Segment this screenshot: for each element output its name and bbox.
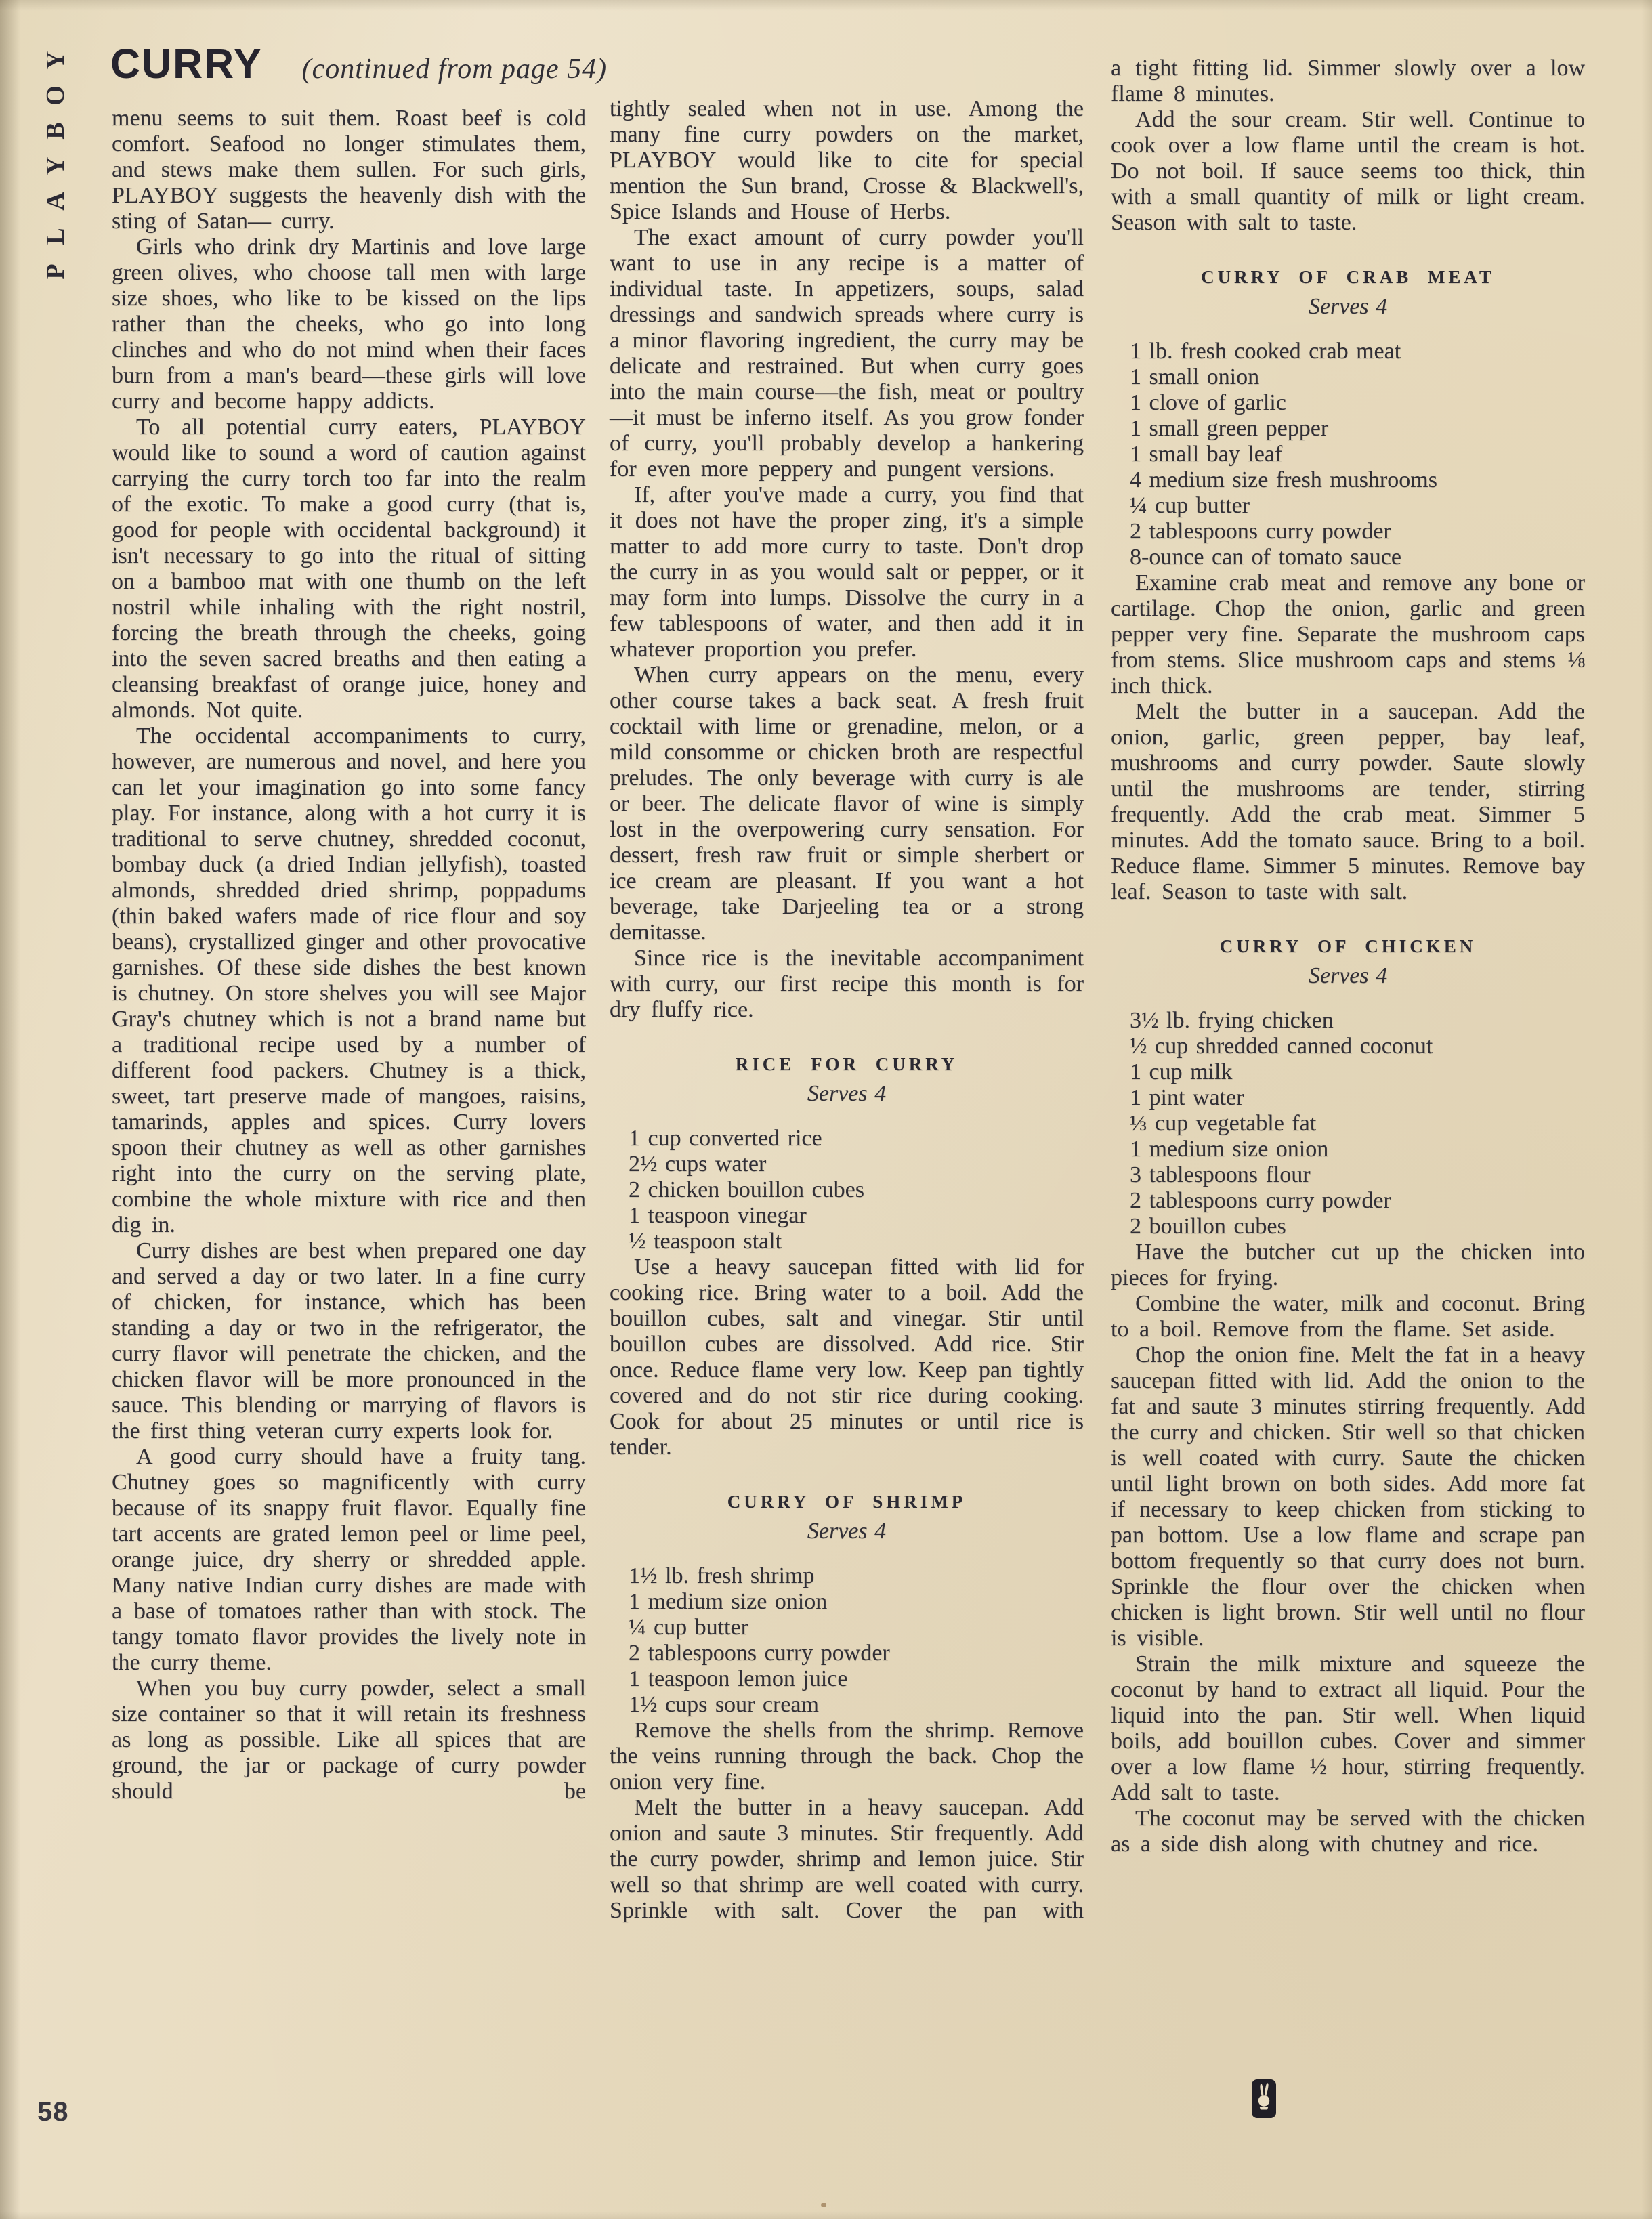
body-paragraph: When curry appears on the menu, every other course takes a back seat. A fresh fruit cocktail with lime or grenadine, melon, or a mild consomme or chicken broth are respectful preludes. The only beverage with curry is ale or beer. The delicate flavor of wine is simply lost in the overpowering curry sensation. For dessert, fresh raw fruit or simple sherbert or ice cream are pleasant. If you want a hot beverage, take Darjeeling tea or a strong demitasse.	[610, 662, 1084, 945]
scan-edge-shadow-bottom	[0, 2211, 1652, 2219]
body-paragraph: Use a heavy saucepan fitted with lid for cooking rice. Bring water to a boil. Add the bouillon cubes, salt and vinegar. Stir until bouillon cubes are dissolved. Add rice. Stir once. Reduce flame very low. Keep pan tightly covered and do not stir rice during cooking. Cook for about 25 minutes or until rice is tender.	[610, 1254, 1084, 1460]
ingredient-line: ⅓ cup vegetable fat	[1130, 1111, 1317, 1136]
ingredient-line: 3 tablespoons flour	[1130, 1162, 1311, 1187]
ingredient-line: ½ teaspoon stalt	[629, 1229, 782, 1254]
body-paragraph: A good curry should have a fruity tang. Chutney goes so magnificently with curry because of its snappy fruit flavor. Equally fine tart accents are grated lemon peel or lime peel, orange juice, dry sherry or shredded apple. Many native Indian curry dishes are made with a base of tomatoes rather than with stock. The tangy tomato flavor provides the lively note in the curry theme.	[112, 1444, 586, 1675]
continued-from-note: (continued from page 54)	[301, 54, 608, 85]
article-header	[110, 42, 607, 85]
page-number: 58	[37, 2097, 69, 2127]
paper-speck	[821, 2203, 826, 2207]
ingredient-line: 2 bouillon cubes	[1130, 1214, 1286, 1239]
ingredient-line: 1 cup milk	[1130, 1059, 1233, 1084]
recipe-title: RICE FOR CURRY	[735, 1054, 958, 1074]
recipe-title: CURRY OF CHICKEN	[1219, 936, 1477, 956]
body-paragraph: Add the sour cream. Stir well. Continue to cook over a low flame until the cream is hot. Do not boil. If sauce seems too thick, thin with a small quantity of milk or light cream. Season with salt to taste.	[1111, 107, 1585, 235]
recipe-title: CURRY OF SHRIMP	[727, 1492, 967, 1512]
ingredient-line: 1 small bay leaf	[1130, 442, 1283, 467]
ingredient-line: 1 pint water	[1130, 1085, 1244, 1110]
ingredient-line: 8-ounce can of tomato sauce	[1130, 545, 1401, 570]
ingredient-line: ¼ cup butter	[629, 1615, 748, 1640]
ingredient-line: 2 tablespoons curry powder	[1130, 519, 1391, 544]
ingredient-line: 1½ cups sour cream	[629, 1692, 819, 1717]
recipe-serves: Serves 4	[1308, 294, 1388, 319]
body-paragraph: If, after you've made a curry, you find that it does not have the proper zing, it's a simple matter to add more curry to taste. Don't drop the curry in as you would salt or pepper, or it may form into lumps. Dissolve the curry in a few tablespoons of water, and then add it in whatever proportion you prefer.	[610, 482, 1084, 662]
spine-letter: Y	[41, 51, 70, 70]
ingredient-line: 1 teaspoon vinegar	[629, 1203, 807, 1228]
recipe-header	[1111, 264, 1585, 321]
ingredient-list	[610, 1563, 1084, 1718]
ingredient-line: ¼ cup butter	[1130, 493, 1250, 518]
body-paragraph: Have the butcher cut up the chicken into pieces for frying.	[1111, 1240, 1585, 1290]
body-paragraph: When you buy curry powder, select a small size container so that it will retain its freshness as long as possible. Like all spices that are ground, the jar or package of curry powder should be	[112, 1676, 586, 1804]
recipe-serves: Serves 4	[807, 1519, 887, 1544]
ingredient-list	[1111, 339, 1585, 570]
magazine-spine-text	[39, 43, 72, 289]
ingredient-line: 1 small onion	[1130, 364, 1260, 389]
recipe-header	[610, 1051, 1084, 1108]
ingredient-line: 2 tablespoons curry powder	[1130, 1188, 1391, 1213]
body-paragraph: The exact amount of curry powder you'll want to use in any recipe is a matter of individual taste. In appetizers, soups, salad dressings and sandwich spreads where curry is a minor flavoring ingredient, the curry may be delicate and restrained. But when curry goes into the main course—the fish, meat or poultry—it must be inferno itself. As you grow fonder of curry, you'll probably develop a hankering for even more peppery and pungent versions.	[610, 225, 1084, 482]
page-title: CURRY	[110, 41, 263, 87]
recipe-header	[1111, 933, 1585, 990]
recipe-serves: Serves 4	[807, 1081, 887, 1106]
ingredient-line: 3½ lb. frying chicken	[1130, 1008, 1334, 1033]
playboy-bunny-logo	[1252, 2079, 1276, 2118]
body-paragraph: Curry dishes are best when prepared one day and served a day or two later. In a fine curry of chicken, for instance, which has been standing a day or two in the refrigerator, the curry flavor will penetrate the chicken, and the chicken flavor will be more pronounced in the sauce. This blending or marrying of flavors is the first thing veteran curry experts look for.	[112, 1238, 586, 1443]
scan-edge-shadow-right	[1641, 0, 1652, 2219]
body-paragraph: To all potential curry eaters, PLAYBOY would like to sound a word of caution against carrying the curry torch too far into the realm of the exotic. To make a good curry (that is, good for people with occidental background) it isn't necessary to go into the ritual of sitting on a bamboo mat with one thumb on the left nostril while inhaling with the right nostril, forcing the breath through the cheeks, going into the seven sacred breaths and then eating a cleansing breakfast of orange juice, honey and almonds. Not quite.	[112, 415, 586, 723]
body-paragraph: a tight fitting lid. Simmer slowly over a low flame 8 minutes.	[1111, 56, 1585, 106]
ingredient-line: 1 cup converted rice	[629, 1126, 822, 1151]
ingredient-line: 2 chicken bouillon cubes	[629, 1177, 864, 1202]
body-paragraph: menu seems to suit them. Roast beef is cold comfort. Seafood no longer stimulates them, and stews make them sullen. For such girls, PLAYBOY suggests the heavenly dish with the sting of Satan— curry.	[112, 106, 586, 234]
spine-letter: Y	[41, 156, 70, 175]
body-paragraph: The occidental accompaniments to curry, however, are numerous and novel, and here you can let your imagination go into some fancy play. For instance, along with a hot curry it is traditional to serve chutney, shredded coconut, bombay duck (a dried Indian jellyfish), toasted almonds, shredded dried shrimp, poppadums (thin baked wafers made of rice flour and soy beans), crystallized ginger and other provocative garnishes. Of these side dishes the best known is chutney. On store shelves you will see Major Gray's chutney which is not a brand name but a traditional recipe used by a number of different food packers. Chutney is a thick, sweet, tart preserve made of mangoes, raisins, tamarinds, apples and spices. Curry lovers spoon their chutney as well as other garnishes right into the curry on the serving plate, combine the whole mixture with rice and then dig in.	[112, 723, 587, 1238]
ingredient-line: 4 medium size fresh mushrooms	[1130, 467, 1437, 492]
recipe-header	[610, 1489, 1084, 1546]
spine-letter: L	[41, 228, 70, 245]
ingredient-line: 1 lb. fresh cooked crab meat	[1130, 339, 1401, 364]
spine-letter: O	[41, 85, 70, 106]
text-column-3	[1111, 56, 1585, 1857]
body-paragraph: Melt the butter in a saucepan. Add the onion, garlic, green pepper, bay leaf, mushrooms and curry powder. Saute slowly until the mushrooms are tender, stirring frequently. Add the crab meat. Simmer 5 minutes. Add the tomato sauce. Bring to a boil. Reduce flame. Simmer 5 minutes. Remove bay leaf. Season to taste with salt.	[1111, 699, 1585, 904]
spine-letter: A	[41, 192, 70, 211]
ingredient-list	[1111, 1008, 1585, 1240]
spine-letter: P	[41, 263, 70, 280]
ingredient-line: ½ cup shredded canned coconut	[1130, 1034, 1433, 1059]
ingredient-line: 1½ lb. fresh shrimp	[629, 1563, 815, 1588]
text-column-1	[112, 106, 586, 1804]
spine-letter: B	[41, 122, 70, 140]
scan-edge-shadow-top	[0, 0, 1652, 11]
body-paragraph: Since rice is the inevitable accompaniment with curry, our first recipe this month is for dry fluffy rice.	[610, 946, 1084, 1022]
ingredient-line: 1 teaspoon lemon juice	[629, 1666, 848, 1691]
body-paragraph: Chop the onion fine. Melt the fat in a heavy saucepan fitted with lid. Add the onion to the fat and saute 3 minutes stirring frequently. Add the curry and chicken. Stir well so that chicken is well coated with curry. Saute the chicken until light brown on both sides. Add more fat if necessary to keep chicken from sticking to pan bottom. Use a low flame and scrape pan bottom frequently so that curry does not burn. Sprinkle the flour over the chicken when chicken is light brown. Stir well until no flour is visible.	[1111, 1343, 1585, 1651]
ingredient-list	[610, 1126, 1084, 1254]
body-paragraph: Strain the milk mixture and squeeze the coconut by hand to extract all liquid. Pour the liquid into the pan. Stir well. When liquid boils, add bouillon cubes. Cover and simmer over a low flame ½ hour, stirring frequently. Add salt to taste.	[1111, 1651, 1585, 1805]
ingredient-line: 2 tablespoons curry powder	[629, 1641, 890, 1666]
body-paragraph: tightly sealed when not in use. Among the many fine curry powders on the market, PLAYBOY would like to cite for special mention the Sun brand, Crosse & Blackwell's, Spice Islands and House of Herbs.	[610, 96, 1084, 224]
body-paragraph: Combine the water, milk and coconut. Bring to a boil. Remove from the flame. Set aside.	[1111, 1291, 1585, 1342]
body-paragraph: The coconut may be served with the chicken as a side dish along with chutney and rice.	[1111, 1806, 1585, 1857]
body-paragraph: Melt the butter in a heavy saucepan. Add onion and saute 3 minutes. Stir frequently. Add the curry powder, shrimp and lemon juice. Stir well so that shrimp are well coated with curry. Sprinkle with salt. Cover the pan with	[610, 1795, 1084, 1923]
recipe-serves: Serves 4	[1308, 963, 1388, 988]
ingredient-line: 1 medium size onion	[1130, 1137, 1329, 1162]
ingredient-line: 2½ cups water	[629, 1151, 767, 1177]
body-paragraph: Girls who drink dry Martinis and love large green olives, who choose tall men with large size shoes, who like to be kissed on the lips rather than the cheeks, who go into long clinches and who do not mind when their faces burn from a man's beard—these girls will love curry and become happy addicts.	[112, 234, 586, 414]
recipe-title: CURRY OF CRAB MEAT	[1201, 267, 1495, 287]
ingredient-line: 1 clove of garlic	[1130, 390, 1286, 415]
ingredient-line: 1 medium size onion	[629, 1589, 828, 1614]
body-paragraph: Examine crab meat and remove any bone or cartilage. Chop the onion, garlic and green pepper very fine. Separate the mushroom caps from stems. Slice mushroom caps and stems ⅛ inch thick.	[1111, 570, 1585, 698]
ingredient-line: 1 small green pepper	[1130, 416, 1329, 441]
scan-edge-shadow-left	[0, 0, 20, 2219]
body-paragraph: Remove the shells from the shrimp. Remove the veins running through the back. Chop the onion very fine.	[610, 1718, 1084, 1794]
text-column-2	[610, 96, 1084, 1924]
